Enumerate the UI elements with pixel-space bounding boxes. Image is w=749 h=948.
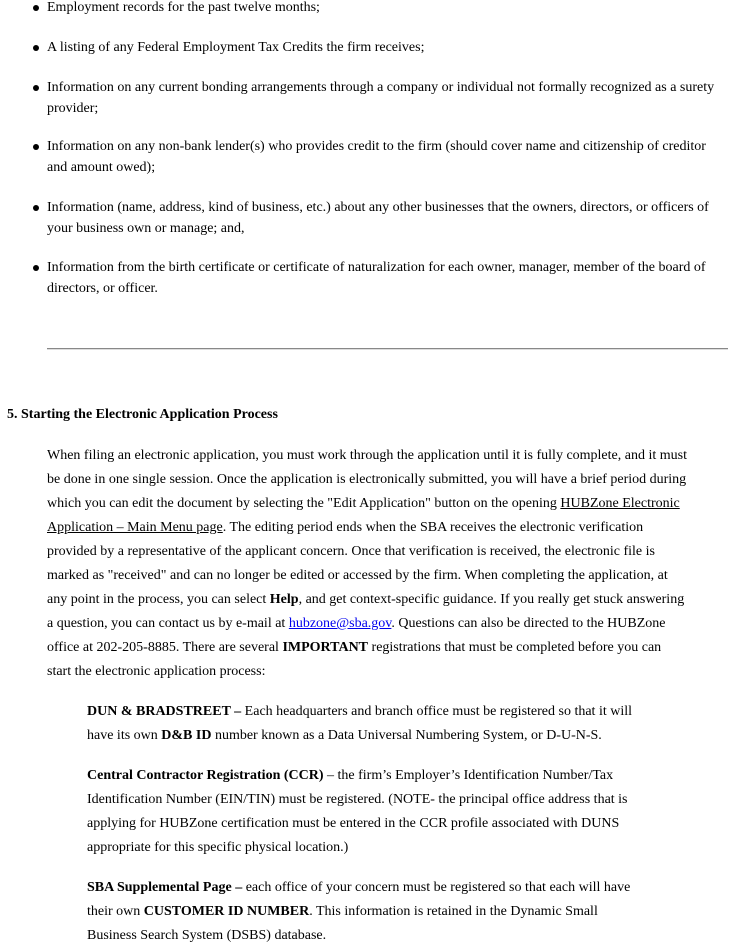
paragraph-line [47,448,687,464]
text: Business Search System (DSBS) database. [87,928,327,943]
list-item-line [47,260,706,276]
main-menu-link[interactable]: HUBZone Electronic [560,496,680,511]
registration-line [87,728,602,744]
text: a question, you can contact us by e-mail at [47,616,289,631]
text: number known as a Data Universal Numbering System, or D-U-N-S. [211,728,602,743]
text: Information on any non-bank lender(s) who provides credit to the firm (should cover name and citizenship of creditor [47,139,706,154]
list-item-line [47,281,158,297]
email-link[interactable]: hubzone@sba.gov [288,616,392,631]
list-item-line [47,139,706,155]
text: Each headquarters and branch office must be registered so that it will [241,704,632,719]
registration-line [87,768,613,784]
bold-text: SBA Supplemental Page – [87,880,243,895]
paragraph-line [47,496,680,512]
text: registrations that must be completed before you can [368,640,662,655]
bullet-icon [33,144,39,150]
list-item-line [47,80,714,96]
bold-text: DUN & BRADSTREET – [87,704,242,719]
registration-line [87,904,598,920]
section-heading: 5. Starting the Electronic Application Process [7,407,278,422]
bullet-icon [33,205,39,211]
bullet-icon [33,45,39,51]
text: provider; [47,100,99,116]
text: have its own [87,728,162,743]
list-item-line [47,101,98,117]
text: directors, or officer. [47,280,158,296]
bullet-icon [33,85,39,91]
bold-text: IMPORTANT [282,640,369,655]
text: Identification Number (EIN/TIN) must be registered. (NOTE- the principal office address that is [87,792,628,807]
list-item-line [47,0,320,16]
text: start the electronic application process: [47,664,266,679]
paragraph-line [47,664,265,680]
registration-line [87,816,619,832]
paragraph-line [47,520,643,536]
text: your business own or manage; and, [47,220,245,236]
paragraph-line [47,592,684,608]
text: A listing of any Federal Employment Tax Credits the firm receives; [47,40,425,55]
text: Information on any current bonding arrangements through a company or individual not formally recognized as a surety [47,80,715,95]
text: provided by a representative of the applicant concern. Once that verification is received, the electronic file is [47,544,655,559]
bold-text: Help [269,592,299,607]
text: be done in one single session. Once the application is electronically submitted, you will have a brief period during [47,472,687,487]
paragraph-line [47,640,661,656]
text: and amount owed); [47,159,156,175]
paragraph-line [47,568,668,584]
registration-line [87,792,628,808]
text: each office of your concern must be registered so that each will have [242,880,631,895]
text: office at 202-205-8885. There are several [47,640,283,655]
text: their own [87,904,144,919]
text: Employment records for the past twelve months; [47,0,320,15]
paragraph-line [47,616,666,632]
registration-line [87,928,326,944]
text: Information from the birth certificate or certificate of naturalization for each owner, manager, member of the board of [47,260,706,275]
text: Information (name, address, kind of business, etc.) about any other businesses that the owners, directors, or officers of [47,200,709,215]
text: which you can edit the document by selecting the "Edit Application" button on the opening [47,496,561,511]
list-item-line [47,160,155,176]
text: . Questions can also be directed to the HUBZone [391,616,666,631]
text: . This information is retained in the Dynamic Small [309,904,598,919]
list-item-line [47,40,424,56]
bold-text: CUSTOMER ID NUMBER [143,904,310,919]
text: applying for HUBZone certification must be entered in the CCR profile associated with DUNS [87,816,620,831]
registration-line [87,880,630,896]
list-item-line [47,200,709,216]
registration-line [87,704,632,720]
text: marked as "received" and can no longer be edited or accessed by the firm. When completing the application, at [47,568,668,583]
paragraph-line [47,544,655,560]
text: any point in the process, you can select [47,592,270,607]
text: – the firm’s Employer’s Identification Number/Tax [323,768,614,783]
paragraph-line [47,472,686,488]
text: , and get context-specific guidance. If you really get stuck answering [298,592,685,607]
bold-text: D&B ID [161,728,212,743]
list-item-line [47,221,245,237]
registration-line [87,840,348,856]
bold-text: Central Contractor Registration (CCR) [87,768,324,783]
main-menu-link[interactable]: Application – Main Menu page [47,520,223,535]
horizontal-divider [47,348,728,350]
text: . The editing period ends when the SBA receives the electronic verification [222,520,644,535]
bullet-icon [33,265,39,271]
bullet-icon [33,5,39,11]
text: appropriate for this specific physical location.) [87,840,349,855]
text: When filing an electronic application, you must work through the application until it is fully complete, and it must [47,448,687,463]
